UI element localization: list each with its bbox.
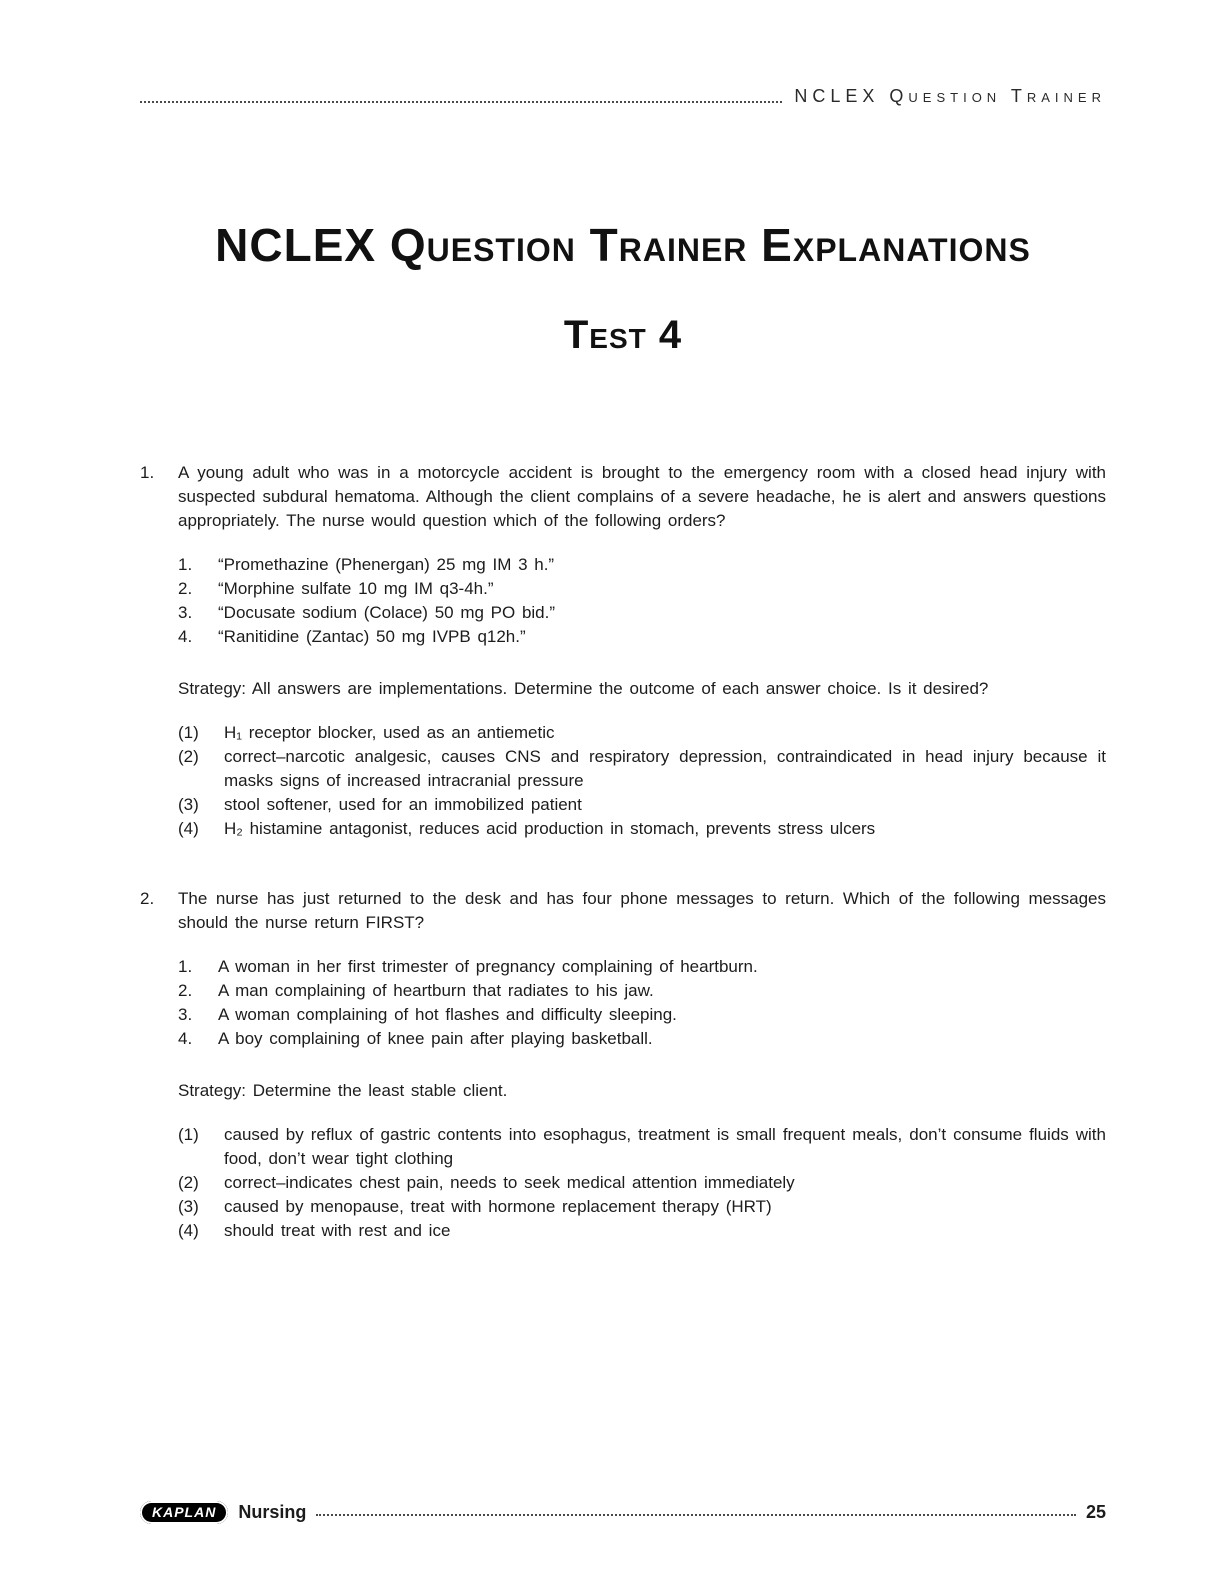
explanation-number: (3) bbox=[178, 1196, 199, 1216]
option-number: 4. bbox=[178, 1028, 193, 1048]
option-text: “Morphine sulfate 10 mg IM q3-4h.” bbox=[218, 578, 494, 598]
answer-option bbox=[178, 1027, 1106, 1051]
strategy-text: Strategy: Determine the least stable client. bbox=[178, 1080, 508, 1100]
explanation-text: caused by reflux of gastric contents into esophagus, treatment is small frequent meals, don’t consume fluids with food, don’t wear tight clothing bbox=[224, 1124, 1106, 1168]
explanation-number: (1) bbox=[178, 722, 199, 742]
explanation-item bbox=[178, 721, 1106, 745]
explanation-item bbox=[178, 817, 1106, 841]
answer-option bbox=[178, 601, 1106, 625]
explanation-item bbox=[178, 793, 1106, 817]
footer-brand-label: Nursing bbox=[238, 1502, 307, 1522]
explanation-item bbox=[178, 1219, 1106, 1243]
explanation-text: correct–narcotic analgesic, causes CNS and respiratory depression, contraindicated in head injury because it masks signs of increased intracranial pressure bbox=[224, 746, 1106, 790]
question-block-2 bbox=[140, 887, 1106, 1243]
explanation-text: H₂ histamine antagonist, reduces acid production in stomach, prevents stress ulcers bbox=[224, 818, 876, 838]
answer-option bbox=[178, 553, 1106, 577]
explanation-number: (3) bbox=[178, 794, 199, 814]
header-running-title: NCLEX Question Trainer bbox=[794, 86, 1106, 106]
answer-option bbox=[178, 955, 1106, 979]
answer-option bbox=[178, 625, 1106, 649]
option-number: 2. bbox=[178, 980, 193, 1000]
question-body bbox=[178, 461, 1106, 841]
explanation-text: correct–indicates chest pain, needs to seek medical attention immediately bbox=[224, 1172, 795, 1192]
questions-section bbox=[140, 461, 1106, 1243]
question-body bbox=[178, 887, 1106, 1243]
explanation-text: caused by menopause, treat with hormone replacement therapy (HRT) bbox=[224, 1196, 772, 1216]
option-text: A woman complaining of hot flashes and difficulty sleeping. bbox=[218, 1004, 677, 1024]
footer-dotted-rule bbox=[316, 1514, 1076, 1516]
answer-options bbox=[178, 553, 1106, 649]
header-dotted-rule bbox=[140, 101, 782, 103]
explanation-number: (1) bbox=[178, 1124, 199, 1144]
explanation-number: (2) bbox=[178, 1172, 199, 1192]
explanation-text: H₁ receptor blocker, used as an antiemetic bbox=[224, 722, 555, 742]
option-text: A boy complaining of knee pain after playing basketball. bbox=[218, 1028, 653, 1048]
question-number: 2. bbox=[140, 888, 155, 908]
option-number: 2. bbox=[178, 578, 193, 598]
answer-option bbox=[178, 577, 1106, 601]
page-footer bbox=[140, 1500, 1106, 1524]
question-stem: A young adult who was in a motorcycle accident is brought to the emergency room with a closed head injury with suspected subdural hematoma. Although the client complains of a severe headache, he is alert and answers questions appropriately. The nurse would question which of the following orders? bbox=[178, 462, 1106, 530]
option-text: “Promethazine (Phenergan) 25 mg IM 3 h.” bbox=[218, 554, 555, 574]
option-text: “Docusate sodium (Colace) 50 mg PO bid.” bbox=[218, 602, 556, 622]
explanation-item bbox=[178, 1195, 1106, 1219]
document-subtitle: Test 4 bbox=[563, 312, 683, 357]
option-number: 3. bbox=[178, 1004, 193, 1024]
page-number: 25 bbox=[1085, 1502, 1106, 1522]
option-text: A woman in her first trimester of pregnancy complaining of heartburn. bbox=[218, 956, 758, 976]
option-number: 4. bbox=[178, 626, 193, 646]
option-text: “Ranitidine (Zantac) 50 mg IVPB q12h.” bbox=[218, 626, 526, 646]
explanation-number: (2) bbox=[178, 746, 199, 766]
question-stem: The nurse has just returned to the desk and has four phone messages to return. Which of the following messages should the nurse return FIRST? bbox=[178, 888, 1106, 932]
explanation-number: (4) bbox=[178, 818, 199, 838]
option-number: 1. bbox=[178, 554, 193, 574]
explanation-item bbox=[178, 1123, 1106, 1171]
explanation-item bbox=[178, 745, 1106, 793]
question-number: 1. bbox=[140, 462, 155, 482]
document-title: NCLEX Question Trainer Explanations bbox=[215, 219, 1031, 271]
explanation-number: (4) bbox=[178, 1220, 199, 1240]
explanation-text: stool softener, used for an immobilized patient bbox=[224, 794, 582, 814]
answer-option bbox=[178, 979, 1106, 1003]
strategy-text: Strategy: All answers are implementations. Determine the outcome of each answer choice. Is it desired? bbox=[178, 678, 989, 698]
explanation-item bbox=[178, 1171, 1106, 1195]
kaplan-logo: KAPLAN bbox=[140, 1501, 228, 1524]
page-header bbox=[140, 84, 1106, 108]
option-text: A man complaining of heartburn that radiates to his jaw. bbox=[218, 980, 654, 1000]
option-number: 3. bbox=[178, 602, 193, 622]
answer-option bbox=[178, 1003, 1106, 1027]
answer-options bbox=[178, 955, 1106, 1051]
answer-explanations bbox=[178, 1123, 1106, 1243]
answer-explanations bbox=[178, 721, 1106, 841]
option-number: 1. bbox=[178, 956, 193, 976]
explanation-text: should treat with rest and ice bbox=[224, 1220, 451, 1240]
question-block-1 bbox=[140, 461, 1106, 841]
